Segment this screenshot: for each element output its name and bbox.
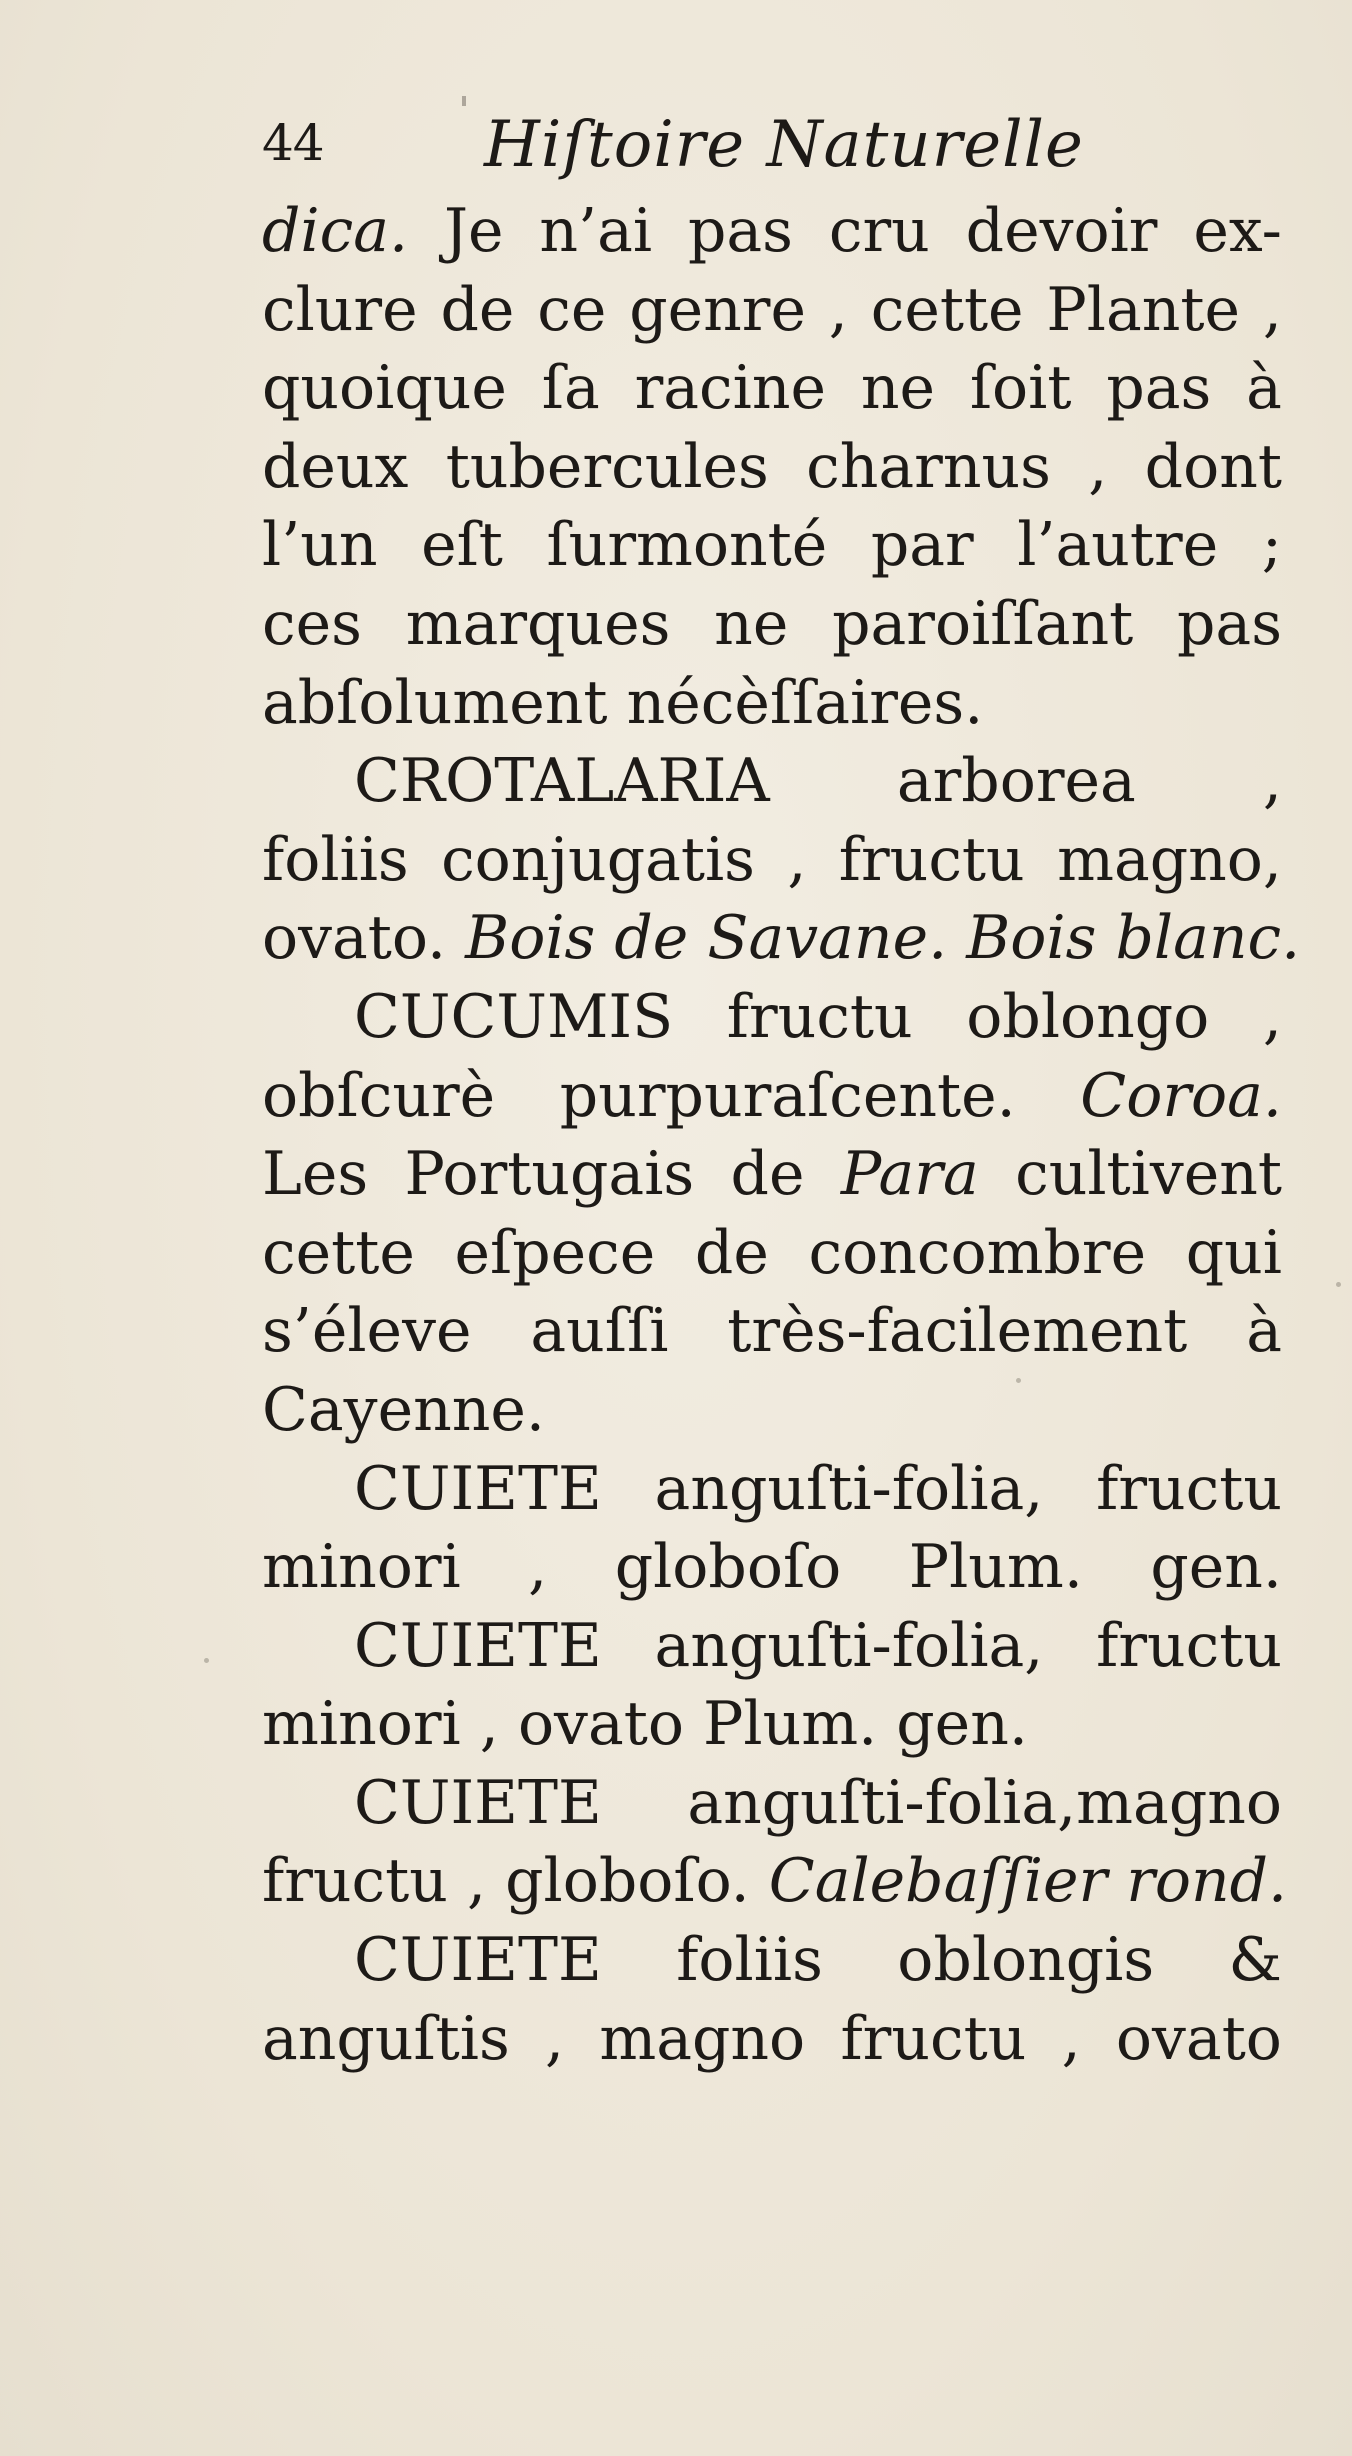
text-word: devoir <box>965 196 1158 266</box>
text-word: Plante <box>1046 274 1240 345</box>
text-word: pas <box>1177 588 1282 659</box>
text-word: eſpece <box>454 1217 656 1288</box>
text-word: de <box>440 274 515 345</box>
text-word: anguſti-folia, <box>654 1453 1044 1524</box>
text-word: paroiſſant <box>832 588 1134 659</box>
text-word: minori <box>262 1532 461 1603</box>
text-word: Portugais <box>404 1139 695 1210</box>
text-word: globoſo <box>614 1532 842 1603</box>
text-word: s’éleve <box>262 1296 472 1367</box>
text-word: ces <box>262 588 362 659</box>
text-word: quoique <box>262 353 507 424</box>
text-word: deux <box>262 431 409 502</box>
text-word: Les <box>262 1139 369 1210</box>
text-line <box>262 271 1282 350</box>
text-line <box>262 1685 1282 1764</box>
text-word: , <box>528 1532 548 1603</box>
text-word: clure <box>262 274 418 345</box>
text-word: cru <box>828 196 930 266</box>
running-title: Hiſtoire Naturelle <box>484 108 1084 182</box>
text-word: de <box>730 1139 805 1210</box>
text-word: foliis <box>262 824 409 895</box>
text-word: , <box>1061 2003 1081 2074</box>
text-word: concombre <box>808 1217 1147 1288</box>
text-word: l’un <box>262 510 378 581</box>
text-word: qui <box>1185 1217 1282 1288</box>
text-word: , <box>1262 981 1282 1052</box>
text-word: marques <box>405 588 671 659</box>
text-word: dont <box>1144 431 1282 502</box>
text-word: ſoit <box>969 353 1072 424</box>
text-word: ovato <box>1115 2003 1282 2074</box>
text-word: conjugatis <box>441 824 755 895</box>
text-word: ; <box>1261 510 1282 581</box>
text-word: oblongo <box>966 981 1210 1052</box>
text-word: charnus <box>806 431 1051 502</box>
text-line <box>262 1292 1282 1371</box>
text-word: arborea <box>896 746 1136 817</box>
text-word: genre <box>629 274 806 345</box>
text-word: racine <box>634 353 826 424</box>
text-word: à <box>1246 353 1282 424</box>
text-word: CUIETE <box>354 1453 602 1524</box>
text-word: Je <box>443 196 504 266</box>
text-word: , <box>1088 431 1108 502</box>
text-word: magno <box>599 2003 806 2074</box>
text-word: Coroa. <box>1080 1060 1282 1131</box>
text-word: n’ai <box>539 196 653 266</box>
ink-mark <box>462 96 466 106</box>
italic-text: Bois de Savane. Bois blanc. <box>465 903 1301 974</box>
text-line <box>262 1921 1282 2000</box>
text-line <box>262 428 1282 507</box>
text-word: CUCUMIS <box>354 981 674 1052</box>
text-word: tubercules <box>445 431 769 502</box>
text-word: fructu <box>1096 1610 1282 1681</box>
text-word: oblongis <box>897 1925 1155 1996</box>
text-word: obſcurè <box>262 1060 496 1131</box>
text-word: purpuraſcente. <box>559 1060 1016 1131</box>
text-word: fructu <box>726 981 913 1052</box>
text-line <box>262 349 1282 428</box>
text-word: fructu <box>840 2003 1027 2074</box>
text-line <box>262 1607 1282 1686</box>
text-word: pas <box>687 196 793 266</box>
page-number: 44 <box>262 114 324 172</box>
page-header <box>262 108 1162 188</box>
text-word: eſt <box>421 510 503 581</box>
text-word: pas <box>1106 353 1212 424</box>
body-text <box>262 192 1301 2078</box>
text-word: fructu <box>1096 1453 1282 1524</box>
text-word: CUIETE <box>354 1610 602 1681</box>
text-line <box>262 1214 1282 1293</box>
text-word: ce <box>537 274 607 345</box>
text-word: Plum. <box>908 1532 1083 1603</box>
text-word: magno, <box>1057 824 1282 895</box>
text-word: minori , ovato Plum. gen. <box>262 1689 1028 1760</box>
text-line <box>262 1842 1288 1921</box>
text-word: de <box>694 1217 769 1288</box>
text-line <box>262 506 1282 585</box>
text-word: gen. <box>1150 1532 1282 1603</box>
text-word: l’autre <box>1017 510 1219 581</box>
text-word: , <box>545 2003 565 2074</box>
text-word: CUIETE <box>354 1925 602 1996</box>
text-line <box>262 978 1282 1057</box>
paper-spot <box>204 1658 209 1663</box>
text-word: ſurmonté <box>546 510 828 581</box>
text-word: cette <box>262 1217 415 1288</box>
text-line <box>262 585 1282 664</box>
text-line <box>262 2000 1282 2079</box>
text-word: cultivent <box>1015 1139 1282 1210</box>
text-line <box>262 1371 1282 1450</box>
text-word: à <box>1246 1296 1282 1367</box>
text-line <box>262 192 1282 271</box>
text-word: , <box>1262 746 1282 817</box>
text-word: , <box>828 274 848 345</box>
text-word: anguſtis <box>262 2003 510 2074</box>
text-word: abſolument nécèſſaires. <box>262 667 984 738</box>
text-line <box>262 1528 1282 1607</box>
text-word: très-facilement <box>727 1296 1188 1367</box>
text-word: , <box>787 824 807 895</box>
text-word: ne <box>714 588 789 659</box>
text-word: auſſi <box>530 1296 669 1367</box>
text-word: Para <box>840 1139 979 1210</box>
paper-spot <box>1336 1282 1341 1287</box>
text-line <box>262 899 1301 978</box>
text-word: Cayenne. <box>262 1374 545 1445</box>
text-word: ſa <box>541 353 600 424</box>
text-word: ex- <box>1193 196 1282 266</box>
text-word: ne <box>860 353 935 424</box>
text-word: anguſti-folia,magno <box>687 1767 1282 1838</box>
text-word: cette <box>870 274 1024 345</box>
text-line <box>262 1450 1282 1529</box>
text-word: anguſti-folia, <box>654 1610 1044 1681</box>
text-word: par <box>870 510 974 581</box>
text-word: ovato. Bois de Savane. Bois blanc. <box>262 903 1301 974</box>
text-word: , <box>1262 274 1282 345</box>
text-word: & <box>1228 1925 1282 1996</box>
text-word: fructu , globoſo. Calebaſſier rond. <box>262 1846 1288 1917</box>
text-line <box>262 1764 1282 1843</box>
text-line <box>262 1135 1282 1214</box>
text-line <box>262 1057 1282 1136</box>
italic-text: Calebaſſier rond. <box>768 1846 1288 1917</box>
text-word: CUIETE <box>354 1767 602 1838</box>
text-line <box>262 821 1282 900</box>
text-word: dica. <box>262 196 409 266</box>
text-line <box>262 742 1282 821</box>
text-word: CROTALARIA <box>354 746 770 817</box>
text-line <box>262 664 1282 743</box>
text-word: foliis <box>676 1925 823 1996</box>
text-word: fructu <box>838 824 1025 895</box>
